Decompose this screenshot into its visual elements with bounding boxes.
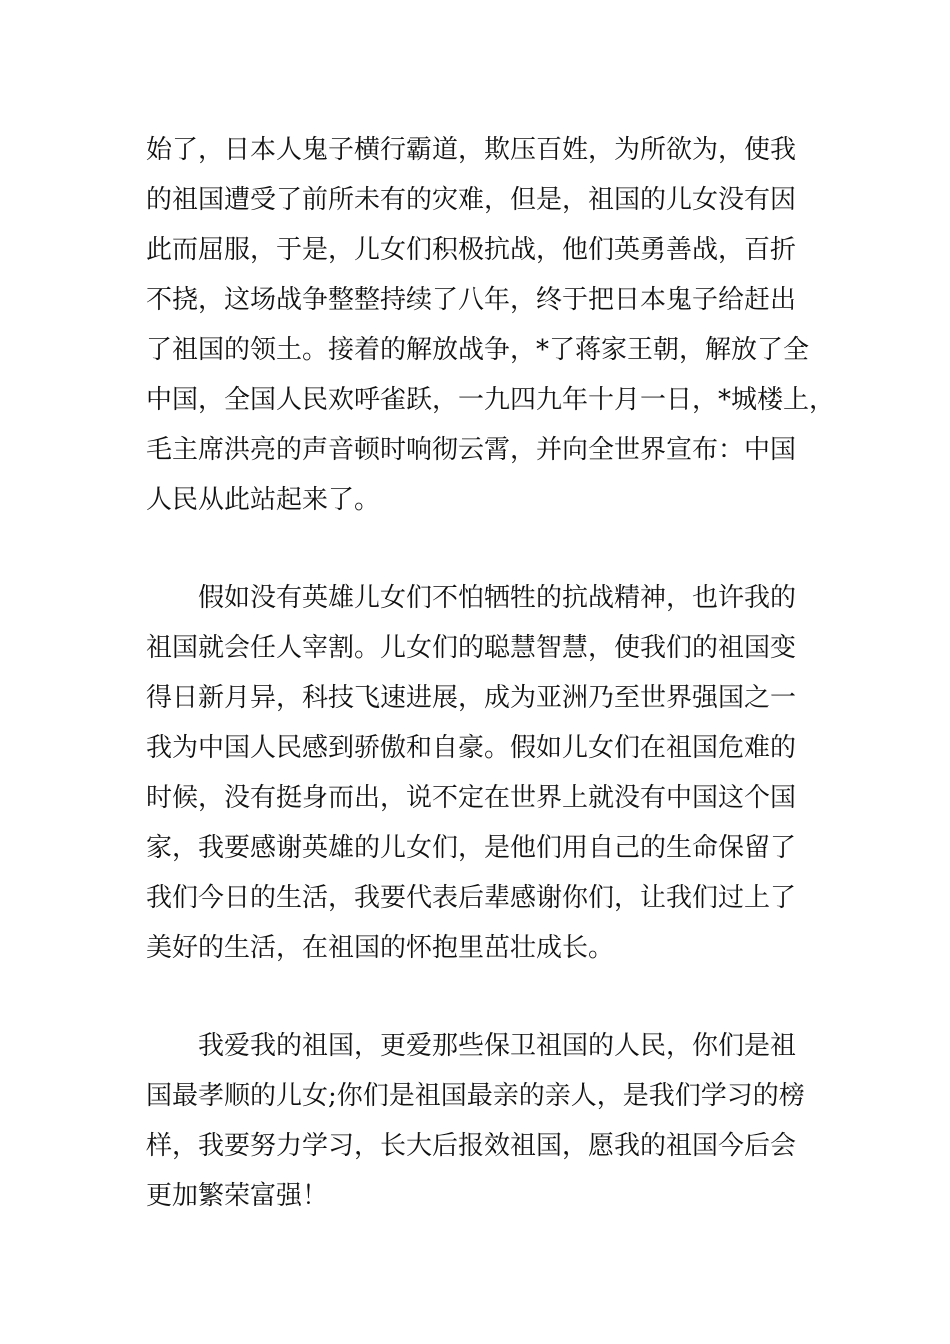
paragraph-3-line-1: 我爱我的祖国，更爱那些保卫祖国的人民，你们是祖 [146,1031,797,1061]
paragraph-1-line-6: 中国，全国人民欢呼雀跃，一九四九年十月一日，*城楼上， [146,385,836,415]
paragraph-2-line-1: 假如没有英雄儿女们不怕牺牲的抗战精神，也许我的 [146,583,797,613]
paragraph-1-line-3: 此而屈服，于是，儿女们积极抗战，他们英勇善战，百折 [146,235,797,265]
paragraph-2-line-2: 祖国就会任人宰割。儿女们的聪慧智慧，使我们的祖国变 [146,633,797,663]
paragraph-2-line-6: 家，我要感谢英雄的儿女们，是他们用自己的生命保留了 [146,833,797,863]
paragraph-1-line-2: 的祖国遭受了前所未有的灾难，但是，祖国的儿女没有因 [146,185,797,215]
paragraph-2-line-4: 我为中国人民感到骄傲和自豪。假如儿女们在祖国危难的 [146,733,797,763]
paragraph-2-line-5: 时候，没有挺身而出，说不定在世界上就没有中国这个国 [146,783,797,813]
paragraph-3-line-4: 更加繁荣富强！ [146,1181,329,1211]
paragraph-3-line-3: 样，我要努力学习，长大后报效祖国，愿我的祖国今后会 [146,1131,797,1161]
paragraph-1-line-5: 了祖国的领土。接着的解放战争，*了蒋家王朝，解放了全 [146,335,810,365]
paragraph-2-line-7: 我们今日的生活，我要代表后辈感谢你们，让我们过上了 [146,883,797,913]
paragraph-3-line-2: 国最孝顺的儿女;你们是祖国最亲的亲人，是我们学习的榜 [146,1081,805,1111]
paragraph-2-line-8: 美好的生活，在祖国的怀抱里茁壮成长。 [146,933,615,963]
paragraph-2-line-3: 得日新月异，科技飞速进展，成为亚洲乃至世界强国之一 [146,683,797,713]
paragraph-1-line-1: 始了，日本人鬼子横行霸道，欺压百姓，为所欲为，使我 [146,135,797,165]
paragraph-1-line-8: 人民从此站起来了。 [146,485,381,515]
paragraph-1-line-4: 不挠，这场战争整整持续了八年，终于把日本鬼子给赶出 [146,285,797,315]
paragraph-1-line-7: 毛主席洪亮的声音顿时响彻云霄，并向全世界宣布：中国 [146,435,797,465]
